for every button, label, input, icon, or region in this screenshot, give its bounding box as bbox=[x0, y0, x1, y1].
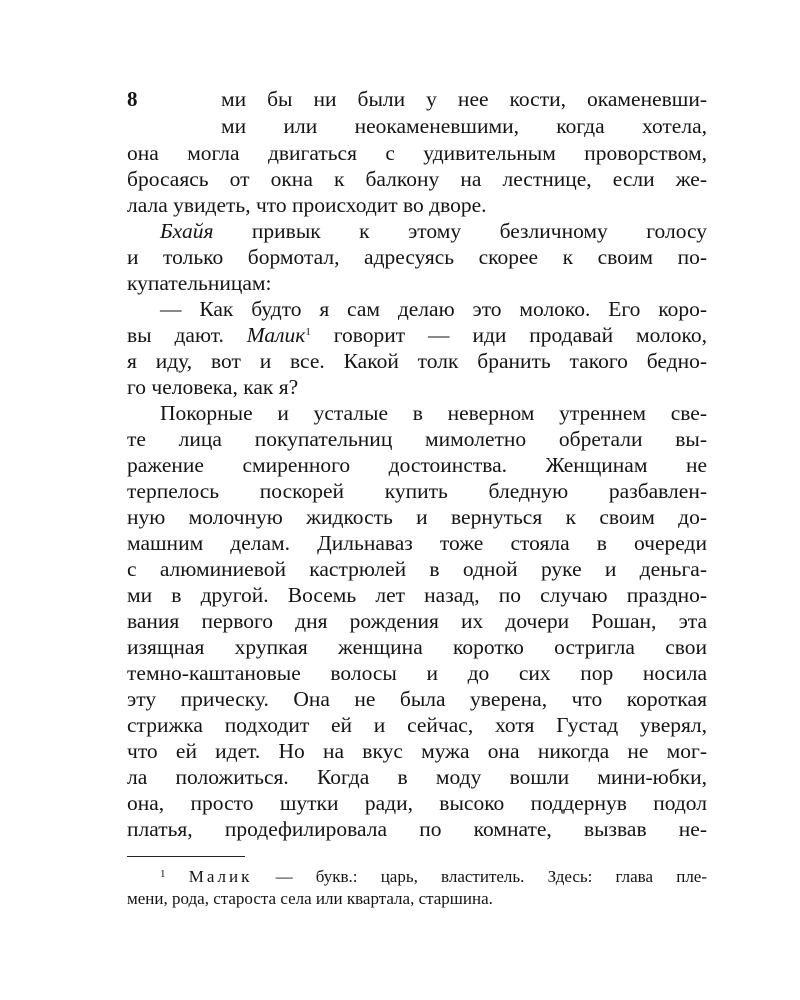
footnote-ref: 1 bbox=[305, 326, 311, 338]
text-line: с алюминиевой кастрюлей в одной руке и деньга- bbox=[127, 557, 707, 581]
text-line: и только бормотал, адресуясь скорее к своим по- bbox=[127, 245, 707, 269]
text-line: го человека, как я? bbox=[127, 375, 299, 399]
text-line: Покорные и усталые в неверном утреннем све- bbox=[160, 401, 707, 425]
text-line: машним делам. Дильнаваз тоже стояла в очереди bbox=[127, 531, 707, 555]
text-line: ми бы ни были у нее кости, окаменевши- bbox=[221, 87, 707, 111]
text-line: те лица покупательниц мимолетно обретали вы- bbox=[127, 427, 707, 451]
text-line: я иду, вот и все. Какой толк бранить такого бедно- bbox=[127, 349, 707, 373]
italic-name-malik: Малик bbox=[246, 323, 306, 347]
text-line: стрижка подходит ей и сейчас, хотя Густад уверял, bbox=[127, 713, 707, 737]
footnote-term: Малик bbox=[188, 867, 253, 886]
text-line: ми в другой. Восемь лет назад, по случаю праздно- bbox=[127, 583, 707, 607]
footnote-divider bbox=[127, 856, 245, 857]
text-line: Бхайя привык к этому безличному голосу bbox=[160, 219, 708, 243]
text-line: платья, продефилировала по комнате, вызвав не- bbox=[127, 817, 707, 841]
text-line: ражение смиренного достоинства. Женщинам не bbox=[127, 453, 707, 477]
text-line: ми или неокаменевшими, когда хотела, bbox=[221, 114, 707, 138]
text-line: что ей идет. Но на вкус мужа она никогда не мог- bbox=[127, 739, 707, 763]
page-number: 8 bbox=[127, 87, 138, 111]
text-line: купательницам: bbox=[127, 271, 272, 295]
text-line: терпелось поскорей купить бледную разбавлен- bbox=[127, 479, 707, 503]
text-line: эту прическу. Она не была уверена, что короткая bbox=[127, 687, 707, 711]
text-line: ла положиться. Когда в моду вошли мини-юбки, bbox=[127, 765, 707, 789]
text-line: лала увидеть, что происходит во дворе. bbox=[127, 193, 487, 217]
footnote-marker: 1 bbox=[160, 868, 166, 880]
text-line: вания первого дня рождения их дочери Рошан, эта bbox=[127, 609, 707, 633]
text-line: ную молочную жидкость и вернуться к своим до- bbox=[127, 505, 707, 529]
dialogue-line: — Как будто я сам делаю это молоко. Его коро- bbox=[160, 297, 707, 321]
text-line: бросаясь от окна к балкону на лестнице, если же- bbox=[127, 167, 707, 191]
text-line: темно-каштановые волосы и до сих пор носила bbox=[127, 661, 707, 685]
italic-name-bhaiya: Бхайя bbox=[160, 219, 214, 243]
text-line: изящная хрупкая женщина коротко остригла свои bbox=[127, 635, 707, 659]
footnote-line: мени, рода, староста села или квартала, старшина. bbox=[127, 889, 493, 908]
footnote-line: $^1$ Малик — букв.: царь, властитель. Здесь: глава пле- bbox=[160, 867, 708, 886]
text-line: она, просто шутки ради, высоко поддернув подол bbox=[127, 791, 707, 815]
text-line: она могла двигаться с удивительным проворством, bbox=[127, 141, 707, 165]
text-line: вы дают. Малик$^1$ говорит — иди продавай молоко, bbox=[127, 323, 707, 347]
